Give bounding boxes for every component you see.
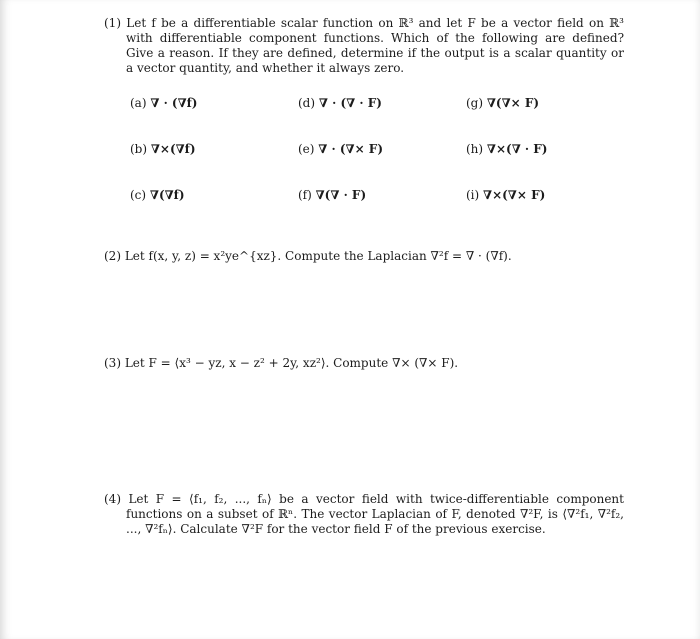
problem-1-number: (1) xyxy=(104,16,121,30)
problem-1-statement xyxy=(104,16,624,76)
problem-2 xyxy=(104,249,624,264)
item-d: (d) ∇ · (∇ · F) xyxy=(298,96,382,110)
problem-2-number: (2) xyxy=(104,249,121,263)
problem-3-text: Let F = ⟨x³ − yz, x − z² + 2y, xz²⟩. Compute ∇× (∇× F). xyxy=(124,356,459,370)
item-h: (h) ∇×(∇ · F) xyxy=(466,142,548,156)
item-i: (i) ∇×(∇× F) xyxy=(466,188,546,202)
problem-1 xyxy=(104,16,624,76)
problem-4 xyxy=(104,492,624,537)
item-a: (a) ∇ · (∇f) xyxy=(130,96,198,110)
item-b: (b) ∇×(∇f) xyxy=(130,142,196,156)
item-g: (g) ∇(∇× F) xyxy=(466,96,540,110)
problem-3-number: (3) xyxy=(104,356,121,370)
problem-4-text: Let F = ⟨f₁, f₂, ..., fₙ⟩ be a vector field with twice-differentiable component functions on a subset of ℝⁿ. The vector Laplacian of F, denoted ∇²F, is ⟨∇²f₁, ∇²f₂, ..., ∇²fₙ⟩. Calculate ∇²F for the vector field F of the previous exercise. xyxy=(126,492,624,536)
problem-4-number: (4) xyxy=(104,492,121,506)
problem-4-statement xyxy=(104,492,624,537)
item-e: (e) ∇ · (∇× F) xyxy=(298,142,384,156)
item-c: (c) ∇(∇f) xyxy=(130,188,185,202)
item-f: (f) ∇(∇ · F) xyxy=(298,188,367,202)
problem-2-text: Let f(x, y, z) = x²ye^{xz}. Compute the Laplacian ∇²f = ∇ · (∇f). xyxy=(124,249,512,263)
problem-3 xyxy=(104,356,624,371)
problem-1-text: Let f be a differentiable scalar function on ℝ³ and let F be a vector field on ℝ³ with differentiable component functions. Which of the following are defined? Give a reason. If they are defined, determine if the output is a scalar quantity or a vector quantity, and whether it always zero. xyxy=(126,16,624,75)
